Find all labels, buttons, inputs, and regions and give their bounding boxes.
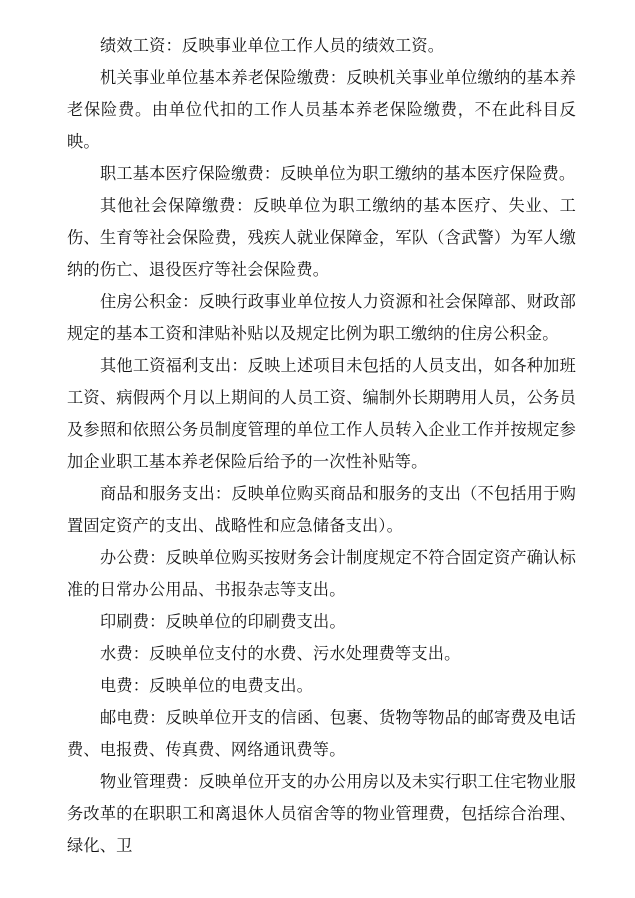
paragraph-housing-fund: 住房公积金：反映行政事业单位按人力资源和社会保障部、财政部规定的基本工资和津贴补贴以及规定比例为职工缴纳的住房公积金。 [67,292,576,343]
paragraph-medical-insurance: 职工基本医疗保险缴费：反映单位为职工缴纳的基本医疗保险费。 [100,164,576,183]
paragraph-property-management: 物业管理费：反映单位开支的办公用房以及未实行职工住宅物业服务改革的在职职工和离退休人员宿舍等的物业管理费，包括综合治理、绿化、卫 [67,772,576,855]
paragraph-performance-pay: 绩效工资：反映事业单位工作人员的绩效工资。 [100,36,445,55]
paragraph-pension-insurance: 机关事业单位基本养老保险缴费：反映机关事业单位缴纳的基本养老保险费。由单位代扣的工作人员基本养老保险缴费，不在此科目反映。 [67,68,576,151]
paragraph-water: 水费：反映单位支付的水费、污水处理费等支出。 [100,644,461,663]
paragraph-printing: 印刷费：反映单位的印刷费支出。 [100,612,346,631]
document-body [67,30,576,862]
paragraph-other-welfare: 其他工资福利支出：反映上述项目未包括的人员支出，如各种加班工资、病假两个月以上期间的人员工资、编制外长期聘用人员，公务员及参照和依照公务员制度管理的单位工作人员转入企业工作并按规定参加企业职工基本养老保险后给予的一次性补贴等。 [67,356,576,471]
paragraph-goods-services: 商品和服务支出：反映单位购买商品和服务的支出（不包括用于购置固定资产的支出、战略性和应急储备支出）。 [67,484,576,535]
paragraph-office-expenses: 办公费：反映单位购买按财务会计制度规定不符合固定资产确认标准的日常办公用品、书报杂志等支出。 [67,548,576,599]
paragraph-electricity: 电费：反映单位的电费支出。 [100,676,314,695]
paragraph-postal-telecom: 邮电费：反映单位开支的信函、包裹、货物等物品的邮寄费及电话费、电报费、传真费、网络通讯费等。 [67,708,576,759]
paragraph-other-social-security: 其他社会保障缴费：反映单位为职工缴纳的基本医疗、失业、工伤、生育等社会保险费，残疾人就业保障金，军队（含武警）为军人缴纳的伤亡、退役医疗等社会保险费。 [67,196,576,279]
